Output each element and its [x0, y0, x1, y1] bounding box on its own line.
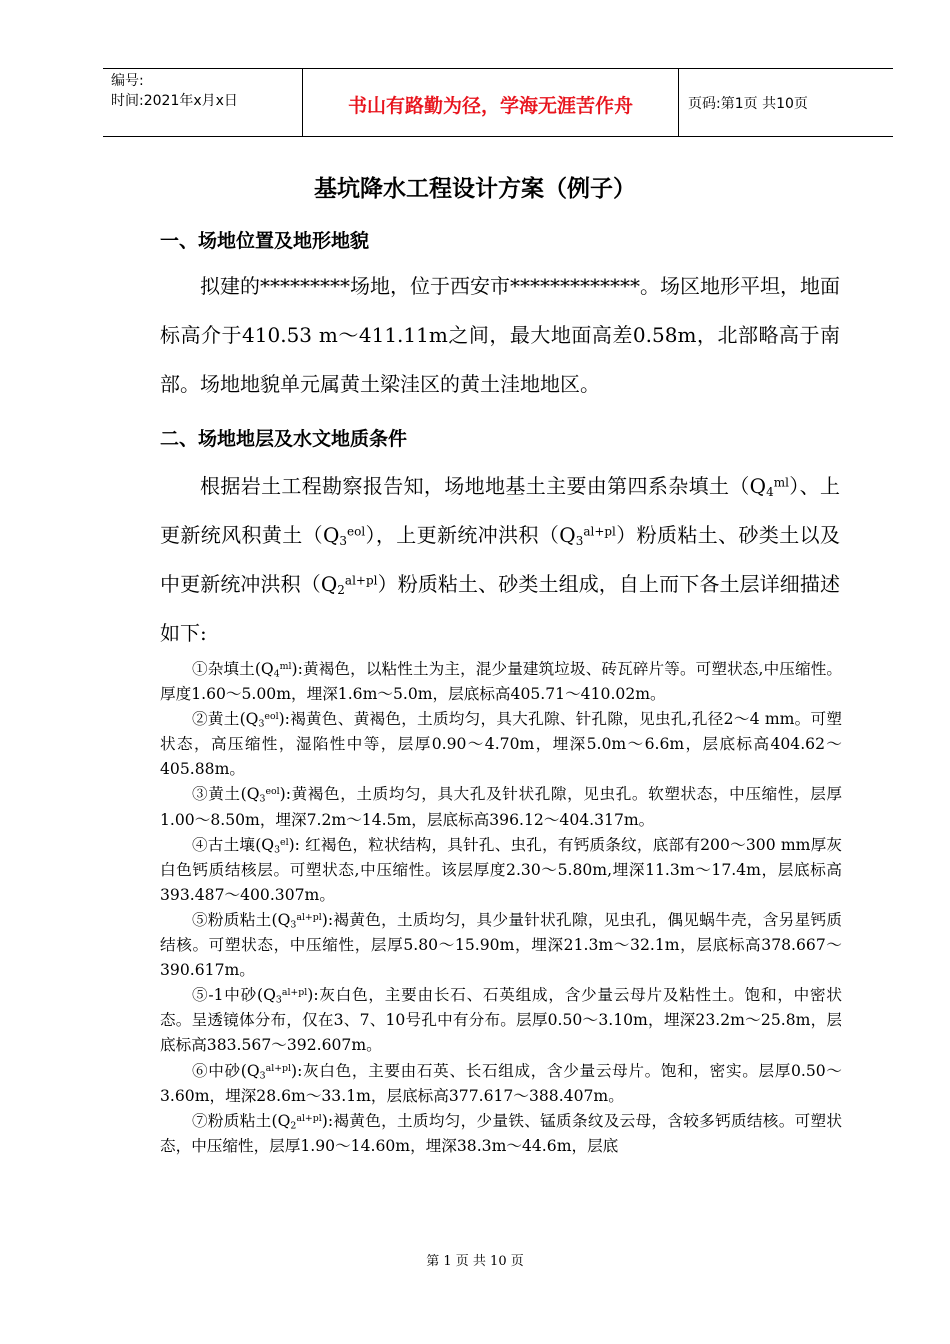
- s2-q4: （Q: [729, 474, 767, 498]
- layer-prefix: ⑥中砂(Q: [192, 1061, 260, 1080]
- s2-q2-sub: 2: [337, 583, 345, 597]
- layer-sub: 3: [259, 793, 266, 805]
- s2-q3b-sup: al+pl: [583, 524, 616, 539]
- layer-prefix: ③黄土(Q: [192, 785, 260, 804]
- layer-sup: eol: [265, 786, 280, 798]
- layer-sup: al+pl: [296, 911, 322, 923]
- header-table: [103, 68, 893, 137]
- layer-text: ):褐黄色，土质均匀，少量铁、锰质条纹及云母，含较多钙质结核。可塑状态，中压缩性，层厚1.90～14.60m，埋深38.3m～44.6m，层底: [160, 1111, 842, 1155]
- page-footer: 第 1 页 共 10 页: [426, 1254, 524, 1269]
- s2-q2-sup: al+pl: [344, 573, 378, 588]
- s2-q3a-sup: eol: [347, 524, 366, 539]
- layer-sub: 2: [290, 1120, 297, 1132]
- soil-layer-item: [160, 833, 842, 908]
- s2-text-4: ）粉质粘土、砂类土以及中更新统冲洪积（Q: [160, 523, 840, 596]
- layer-prefix: ⑤-1中砂(Q: [192, 986, 276, 1005]
- layer-text: ):黄褐色，以粘性土为主，混少量建筑垃圾、砖瓦碎片等。可塑状态,中压缩性。厚度1.60～5.00m，埋深1.6m～5.0m，层底标高405.71～410.02m。: [160, 660, 842, 704]
- layer-prefix: ⑤粉质粘土(Q: [192, 910, 291, 929]
- header-motto: 书山有路勤为径，学海无涯苦作舟: [303, 69, 679, 136]
- layer-prefix: ④古土壤(Q: [192, 835, 275, 854]
- layer-text: ):灰白色，主要由石英、长石组成，含少量云母片。饱和，密实。层厚0.50～3.60m，埋深28.6m～33.1m，层底标高377.617～388.407m。: [160, 1061, 842, 1105]
- soil-layer-item: [160, 983, 842, 1058]
- s2-text-1: 根据岩土工程勘察报告知，场地地基土主要由第四系杂填土: [200, 474, 730, 498]
- section-heading-2: 二、场地地层及水文地质条件: [160, 428, 408, 450]
- layer-text: ): 红褐色，粒状结构，具针孔、虫孔，有钙质条纹，底部有200～300 mm厚灰白色钙质结核层。可塑状态,中压缩性。该层厚度2.30～5.80m,埋深11.3m～17.4m，层底标高393.487～400.307m。: [160, 835, 842, 904]
- soil-layer-list: [160, 657, 842, 1159]
- layer-sup: el: [280, 836, 289, 848]
- layer-sub: 3: [259, 1069, 266, 1081]
- s2-text-5: ）粉质粘土、砂类土组成，自上而下各土层详细描述如下:: [160, 572, 841, 645]
- layer-sub: 4: [273, 668, 280, 680]
- number-label: 编号:: [111, 73, 144, 89]
- header-page-info: 页码:第1页 共10页: [688, 96, 808, 112]
- layer-text: ):灰白色，主要由长石、石英组成，含少量云母片及粘性土。饱和，中密状态。呈透镜体分布，仅在3、7、10号孔中有分布。层厚0.50～3.10m，埋深23.2m～25.8m，层底标高383.567～392.607m。: [160, 986, 842, 1055]
- soil-layer-item: [160, 707, 842, 782]
- layer-sub: 3: [274, 843, 281, 855]
- soil-layer-item: [160, 908, 842, 983]
- header-meta-cell: [103, 69, 303, 136]
- layer-sup: ml: [279, 660, 292, 672]
- layer-sup: al+pl: [281, 987, 308, 999]
- layer-sup: eol: [264, 711, 279, 723]
- s2-q3b-sub: 3: [575, 534, 584, 548]
- layer-sub: 3: [290, 919, 297, 931]
- soil-layer-item: [160, 1109, 842, 1159]
- soil-layer-item: [160, 1059, 842, 1109]
- layer-prefix: ①杂填土(Q: [192, 660, 274, 678]
- section-1-paragraph: 拟建的*********场地，位于西安市*************。场区地形平坦，地面标高介于410.53 m～411.11m之间，最大地面高差0.58m，北部略高于南部。场地地貌单元属黄土梁洼区的黄土洼地地区。: [160, 274, 840, 396]
- s2-q4-sup: ml: [773, 475, 789, 490]
- soil-layer-item: [160, 782, 842, 832]
- s2-text-2: ）、上更新统风积黄土（Q: [160, 474, 841, 547]
- s2-q3a-sub: 3: [339, 534, 348, 548]
- layer-text: ):褐黄色、黄褐色，土质均匀，具大孔隙、针孔隙，见虫孔,孔径2～4 mm。可塑状态，高压缩性，湿陷性中等，层厚0.90～4.70m，埋深5.0m～6.6m，层底标高404.62～405.88m。: [160, 710, 842, 779]
- time-label: 时间:2021年x月x日: [111, 93, 238, 109]
- s2-q4-sub: 4: [766, 485, 774, 499]
- layer-sup: al+pl: [296, 1112, 322, 1124]
- section-2-paragraph: [160, 462, 840, 658]
- section-heading-1: 一、场地位置及地形地貌: [160, 230, 370, 252]
- layer-sup: al+pl: [265, 1062, 292, 1074]
- document-title: 基坑降水工程设计方案（例子）: [314, 176, 636, 202]
- soil-layer-item: [160, 657, 842, 707]
- layer-sub: 3: [275, 994, 282, 1006]
- layer-prefix: ⑦粉质粘土(Q: [192, 1111, 291, 1130]
- layer-text: ):黄褐色，土质均匀，具大孔及针状孔隙，见虫孔。软塑状态，中压缩性，层厚1.00～8.50m，埋深7.2m～14.5m，层底标高396.12～404.317m。: [160, 785, 842, 829]
- layer-sub: 3: [258, 718, 265, 730]
- layer-prefix: ②黄土(Q: [192, 710, 259, 729]
- layer-text: ):褐黄色，土质均匀，具少量针状孔隙，见虫孔，偶见蜗牛壳，含另星钙质结核。可塑状态，中压缩性，层厚5.80～15.90m，埋深21.3m～32.1m，层底标高378.667～390.617m。: [160, 910, 842, 980]
- s2-text-3: ），上更新统冲洪积（Q: [365, 523, 576, 547]
